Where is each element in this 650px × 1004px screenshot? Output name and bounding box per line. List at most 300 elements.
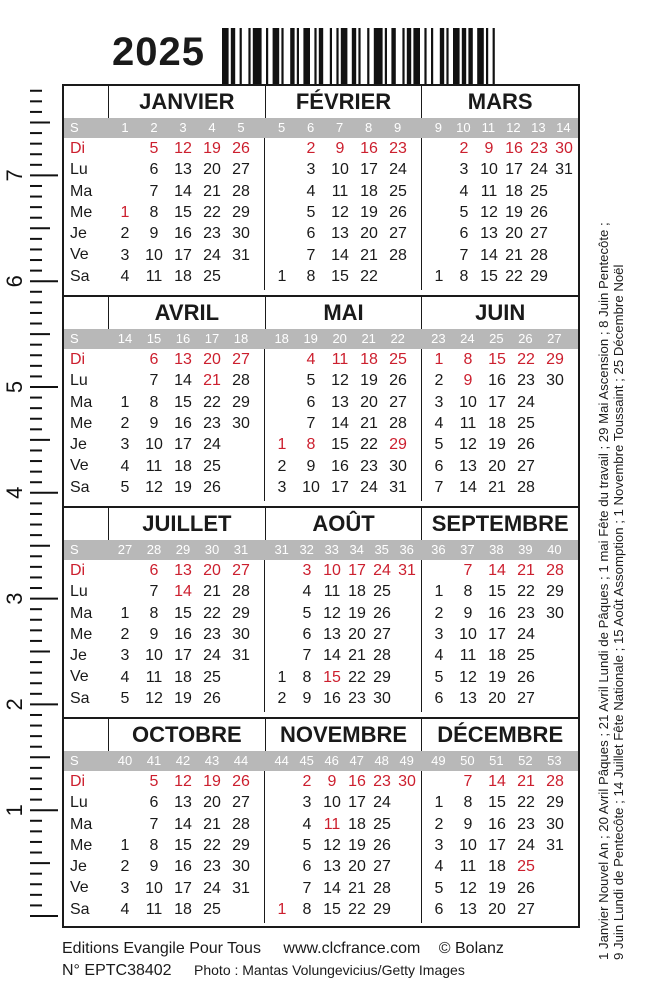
day-cell: 15 <box>174 604 192 622</box>
day-cell: 6 <box>149 351 159 368</box>
week-number: 26 <box>518 331 533 346</box>
day-cell: 5 <box>149 140 159 157</box>
day-cell: 11 <box>145 457 163 475</box>
day-cell: 11 <box>331 351 349 368</box>
day-cell: 11 <box>145 900 163 918</box>
month-days <box>422 771 578 923</box>
week-number: 25 <box>489 331 504 346</box>
day-cell: 19 <box>488 879 506 897</box>
day-cell: 9 <box>463 604 473 622</box>
barcode-bar <box>462 28 466 86</box>
day-cell: 19 <box>203 773 221 790</box>
day-cell: 19 <box>348 836 366 854</box>
calendar-grid <box>62 84 580 928</box>
day-cell: 13 <box>459 689 477 707</box>
week-number: 16 <box>175 331 191 346</box>
month-name: MARS <box>467 89 533 114</box>
week-number: 36 <box>431 542 446 557</box>
day-cell: 26 <box>203 478 221 496</box>
day-cell: 6 <box>434 457 444 475</box>
month-week-numbers <box>421 751 578 771</box>
day-cell: 11 <box>459 647 477 665</box>
day-cell: 23 <box>360 457 378 475</box>
day-cell: 22 <box>517 794 535 812</box>
ruler <box>0 86 62 926</box>
day-cell: 15 <box>174 203 192 221</box>
day-cell: 1 <box>434 351 444 368</box>
day-cell: 29 <box>232 393 250 411</box>
weekday-label: Ma <box>70 393 93 411</box>
barcode-bar <box>273 28 280 86</box>
day-cell: 16 <box>488 604 506 622</box>
day-cell: 27 <box>517 457 535 475</box>
week-number: 29 <box>175 542 191 557</box>
day-cell: 17 <box>174 647 192 665</box>
day-cell: 11 <box>145 668 163 686</box>
barcode-bar <box>367 28 369 86</box>
week-number: 3 <box>179 120 187 135</box>
day-cell: 3 <box>120 246 130 264</box>
day-cell: 15 <box>174 836 192 854</box>
day-cell: 13 <box>459 457 477 475</box>
day-cell: 23 <box>530 140 548 157</box>
day-cell: 23 <box>517 604 535 622</box>
barcode-bar <box>314 28 316 86</box>
quarter-1 <box>62 84 580 295</box>
day-cell: 16 <box>323 689 341 707</box>
barcode-bar <box>330 28 332 86</box>
day-cell: 29 <box>546 351 564 368</box>
day-cell: 6 <box>149 562 159 579</box>
week-number: 48 <box>374 753 389 768</box>
day-cell: 19 <box>360 372 378 390</box>
barcode-bar <box>266 28 268 86</box>
day-cell: 21 <box>360 246 378 264</box>
day-cell: 7 <box>459 246 469 264</box>
week-number: 50 <box>460 753 475 768</box>
day-cell: 1 <box>120 836 130 854</box>
week-number: 34 <box>349 542 364 557</box>
day-cell: 16 <box>331 457 349 475</box>
day-cell: 2 <box>120 858 130 876</box>
barcode-bar <box>240 28 242 86</box>
day-cell: 19 <box>174 478 192 496</box>
day-cell: 22 <box>505 267 523 285</box>
day-cell: 20 <box>203 562 221 579</box>
barcode-bar <box>385 28 387 86</box>
day-cell: 12 <box>459 879 477 897</box>
day-cell: 28 <box>389 414 407 432</box>
day-cell: 4 <box>434 647 444 665</box>
week-number: 27 <box>547 331 562 346</box>
day-cell: 20 <box>505 225 523 243</box>
day-cell: 13 <box>174 351 192 368</box>
day-cell: 24 <box>517 393 535 411</box>
day-cell: 21 <box>203 182 221 200</box>
day-cell: 17 <box>488 836 506 854</box>
header-blank <box>64 719 109 751</box>
day-cell: 17 <box>331 478 349 496</box>
month-week-numbers <box>265 540 422 560</box>
month-week-numbers <box>265 118 422 138</box>
day-cell: 5 <box>302 604 312 622</box>
day-cell: 20 <box>348 625 366 643</box>
barcode-bar <box>424 28 426 86</box>
week-number: 31 <box>233 542 249 557</box>
week-number: 18 <box>274 331 289 346</box>
day-cell: 10 <box>145 246 163 264</box>
day-cell: 5 <box>306 372 316 390</box>
day-cell: 24 <box>203 436 221 454</box>
day-cell: 31 <box>398 562 416 579</box>
day-cell: 14 <box>174 815 192 833</box>
week-number: 36 <box>399 542 414 557</box>
day-cell: 7 <box>149 815 159 833</box>
week-numbers-row <box>64 118 578 138</box>
weekday-label: Me <box>70 836 93 854</box>
day-cell: 13 <box>174 161 192 179</box>
day-cell: 29 <box>546 583 564 601</box>
weekday-label: Me <box>70 625 93 643</box>
day-cell: 22 <box>517 583 535 601</box>
weekday-label: Me <box>70 203 93 221</box>
day-cell: 30 <box>373 689 391 707</box>
day-cell: 4 <box>120 900 130 918</box>
day-cell: 22 <box>348 668 366 686</box>
day-cell: 26 <box>517 668 535 686</box>
weekday-label: Ve <box>70 246 89 264</box>
day-cell: 12 <box>323 836 341 854</box>
week-number: 15 <box>146 331 162 346</box>
ruler-number: 6 <box>2 275 27 288</box>
day-cell: 25 <box>530 182 548 200</box>
month-days <box>422 349 578 501</box>
day-cell: 8 <box>149 604 159 622</box>
website-link[interactable]: www.clcfrance.com <box>283 940 421 957</box>
week-number: 45 <box>299 753 314 768</box>
day-cell: 11 <box>323 583 341 601</box>
week-label: S <box>70 542 79 557</box>
day-cell: 13 <box>174 562 192 579</box>
day-cell: 2 <box>434 604 444 622</box>
day-cell: 15 <box>331 436 349 454</box>
barcode-bar <box>468 28 472 86</box>
quarter-4 <box>62 717 580 928</box>
ruler-number: 1 <box>2 804 27 817</box>
week-number: 22 <box>390 331 405 346</box>
day-cell: 24 <box>203 246 221 264</box>
day-cell: 3 <box>120 879 130 897</box>
day-cell: 12 <box>480 203 498 221</box>
day-cell: 15 <box>480 267 498 285</box>
day-cell: 30 <box>232 625 250 643</box>
week-numbers-row <box>64 751 578 771</box>
day-cell: 6 <box>149 161 159 179</box>
day-cell: 3 <box>434 836 444 854</box>
day-cell: 9 <box>463 815 473 833</box>
day-cell: 23 <box>348 689 366 707</box>
day-cell: 5 <box>434 668 444 686</box>
day-cell: 16 <box>348 773 366 790</box>
week-number: 5 <box>278 120 286 135</box>
day-cell: 14 <box>331 246 349 264</box>
weekday-label: Lu <box>70 583 88 601</box>
day-cell: 30 <box>232 225 250 243</box>
day-cell: 30 <box>232 414 250 432</box>
day-cell: 12 <box>174 773 192 790</box>
week-number: 43 <box>204 753 220 768</box>
week-number: 9 <box>394 120 402 135</box>
day-cell: 31 <box>232 879 250 897</box>
day-cell: 6 <box>302 858 312 876</box>
day-cell: 19 <box>488 436 506 454</box>
day-cell: 8 <box>149 203 159 221</box>
day-cell: 13 <box>331 393 349 411</box>
week-number: 39 <box>518 542 533 557</box>
barcode-bar <box>431 28 433 86</box>
day-cell: 17 <box>174 246 192 264</box>
day-cell: 5 <box>434 436 444 454</box>
day-cell: 1 <box>277 668 287 686</box>
day-cell: 18 <box>360 182 378 200</box>
week-number: 28 <box>146 542 162 557</box>
day-cell: 26 <box>232 140 250 157</box>
day-cell: 17 <box>348 562 366 579</box>
day-cell: 10 <box>480 161 498 179</box>
month-days <box>108 349 265 501</box>
ruler-number: 5 <box>2 380 27 394</box>
day-cell: 29 <box>232 604 250 622</box>
barcode <box>222 28 582 86</box>
day-cell: 25 <box>517 414 535 432</box>
day-cell: 6 <box>459 225 469 243</box>
day-cell: 27 <box>373 625 391 643</box>
barcode-bar <box>222 28 229 86</box>
day-cell: 17 <box>348 794 366 812</box>
day-cell: 23 <box>517 815 535 833</box>
quarter-header <box>64 719 578 751</box>
day-cell: 5 <box>120 689 130 707</box>
day-cell: 7 <box>306 414 316 432</box>
day-cell: 1 <box>434 794 444 812</box>
day-cell: 8 <box>463 583 473 601</box>
header-blank <box>64 508 109 540</box>
day-cell: 20 <box>360 393 378 411</box>
week-number: 20 <box>332 331 347 346</box>
day-cell: 5 <box>302 836 312 854</box>
weekday-label: Ve <box>70 879 89 897</box>
day-cell: 28 <box>546 773 564 790</box>
day-cell: 18 <box>360 351 378 368</box>
ruler-number: 2 <box>2 698 27 711</box>
day-cell: 18 <box>174 457 192 475</box>
week-number: 49 <box>399 753 414 768</box>
week-number: 10 <box>456 120 471 135</box>
quarter-body <box>64 771 578 923</box>
day-cell: 23 <box>203 625 221 643</box>
week-number: 49 <box>431 753 446 768</box>
day-cell: 29 <box>530 267 548 285</box>
day-cell: 28 <box>517 478 535 496</box>
day-cell: 25 <box>517 647 535 665</box>
day-cell: 24 <box>530 161 548 179</box>
day-cell: 8 <box>463 794 473 812</box>
barcode-bar <box>297 28 299 86</box>
barcode-bar <box>253 28 262 86</box>
day-cell: 30 <box>232 858 250 876</box>
day-cell: 20 <box>203 351 221 368</box>
day-cell: 4 <box>306 351 316 368</box>
footer-line-1 <box>62 940 504 958</box>
week-number: 14 <box>556 120 571 135</box>
day-cell: 9 <box>149 414 159 432</box>
week-number: 42 <box>175 753 191 768</box>
day-cell: 3 <box>277 478 287 496</box>
day-cell: 17 <box>174 436 192 454</box>
day-cell: 23 <box>203 858 221 876</box>
day-cell: 18 <box>174 267 192 285</box>
barcode-bar <box>231 28 235 86</box>
day-cell: 23 <box>517 372 535 390</box>
day-cell: 4 <box>459 182 469 200</box>
day-cell: 28 <box>232 372 250 390</box>
day-cell: 14 <box>459 478 477 496</box>
week-number: 40 <box>547 542 562 557</box>
week-number: 53 <box>547 753 562 768</box>
week-label: S <box>70 120 79 135</box>
day-cell: 28 <box>232 815 250 833</box>
barcode-bar <box>281 28 283 86</box>
day-cell: 16 <box>488 815 506 833</box>
week-number: 37 <box>460 542 475 557</box>
day-cell: 3 <box>120 436 130 454</box>
day-cell: 25 <box>203 668 221 686</box>
weekday-labels <box>64 771 108 923</box>
day-cell: 30 <box>546 815 564 833</box>
day-cell: 4 <box>120 668 130 686</box>
barcode-bar <box>352 28 356 86</box>
day-cell: 14 <box>480 246 498 264</box>
month-name: DÉCEMBRE <box>437 722 564 747</box>
month-week-numbers <box>265 751 422 771</box>
publisher: Editions Evangile Pour Tous <box>62 940 261 957</box>
day-cell: 2 <box>120 414 130 432</box>
day-cell: 28 <box>530 246 548 264</box>
day-cell: 1 <box>277 900 287 918</box>
day-cell: 25 <box>389 182 407 200</box>
day-cell: 23 <box>373 773 391 790</box>
week-number: 31 <box>274 542 289 557</box>
day-cell: 7 <box>302 647 312 665</box>
weekday-label: Ve <box>70 668 89 686</box>
month-days <box>265 349 422 501</box>
day-cell: 17 <box>488 625 506 643</box>
day-cell: 2 <box>434 372 444 390</box>
day-cell: 16 <box>505 140 523 157</box>
day-cell: 28 <box>373 879 391 897</box>
day-cell: 29 <box>389 436 407 454</box>
weekday-label: Je <box>70 225 87 243</box>
weekday-label: Sa <box>70 267 90 285</box>
day-cell: 10 <box>323 794 341 812</box>
day-cell: 29 <box>373 668 391 686</box>
day-cell: 24 <box>389 161 407 179</box>
week-number: 23 <box>431 331 446 346</box>
weekday-label: Me <box>70 414 93 432</box>
day-cell: 8 <box>306 267 316 285</box>
week-numbers-row <box>64 329 578 349</box>
day-cell: 15 <box>488 583 506 601</box>
day-cell: 15 <box>488 794 506 812</box>
day-cell: 17 <box>174 879 192 897</box>
day-cell: 26 <box>389 203 407 221</box>
day-cell: 22 <box>360 267 378 285</box>
week-number: 32 <box>299 542 314 557</box>
day-cell: 31 <box>232 647 250 665</box>
quarter-body <box>64 138 578 290</box>
day-cell: 21 <box>203 372 221 390</box>
day-cell: 7 <box>463 773 473 790</box>
day-cell: 12 <box>459 436 477 454</box>
day-cell: 21 <box>360 414 378 432</box>
weekday-label: Di <box>70 773 86 790</box>
day-cell: 1 <box>277 436 287 454</box>
day-cell: 29 <box>546 794 564 812</box>
weekday-label: Ma <box>70 604 93 622</box>
day-cell: 31 <box>232 246 250 264</box>
day-cell: 4 <box>434 858 444 876</box>
month-days <box>422 560 578 712</box>
day-cell: 20 <box>360 225 378 243</box>
day-cell: 7 <box>149 182 159 200</box>
day-cell: 27 <box>517 689 535 707</box>
day-cell: 14 <box>323 647 341 665</box>
day-cell: 6 <box>434 689 444 707</box>
day-cell: 27 <box>373 858 391 876</box>
day-cell: 11 <box>331 182 349 200</box>
day-cell: 18 <box>348 583 366 601</box>
week-number: 12 <box>506 120 521 135</box>
day-cell: 19 <box>174 689 192 707</box>
holidays-line-2: 9 Juin Lundi de Pentecôte ; 14 Juillet Fête Nationale ; 15 Août Assomption ; 1 Novembre Toussaint ; 25 Décembre Noël <box>611 264 626 960</box>
day-cell: 27 <box>530 225 548 243</box>
day-cell: 8 <box>459 267 469 285</box>
day-cell: 9 <box>149 625 159 643</box>
month-name: AOÛT <box>266 508 423 540</box>
barcode-bar <box>493 28 495 86</box>
day-cell: 23 <box>203 414 221 432</box>
week-number: 52 <box>518 753 533 768</box>
weekday-label: Je <box>70 436 87 454</box>
week-label: S <box>70 331 79 346</box>
day-cell: 8 <box>149 836 159 854</box>
day-cell: 18 <box>488 858 506 876</box>
day-cell: 19 <box>348 604 366 622</box>
day-cell: 15 <box>174 393 192 411</box>
week-number: 9 <box>434 120 442 135</box>
day-cell: 6 <box>306 225 316 243</box>
day-cell: 17 <box>360 161 378 179</box>
day-cell: 9 <box>149 858 159 876</box>
day-cell: 28 <box>546 562 564 579</box>
day-cell: 22 <box>203 203 221 221</box>
day-cell: 19 <box>203 140 221 157</box>
week-number: 17 <box>204 331 220 346</box>
footer-line-2 <box>62 962 465 980</box>
day-cell: 3 <box>120 647 130 665</box>
quarter-body <box>64 560 578 712</box>
day-cell: 19 <box>360 203 378 221</box>
